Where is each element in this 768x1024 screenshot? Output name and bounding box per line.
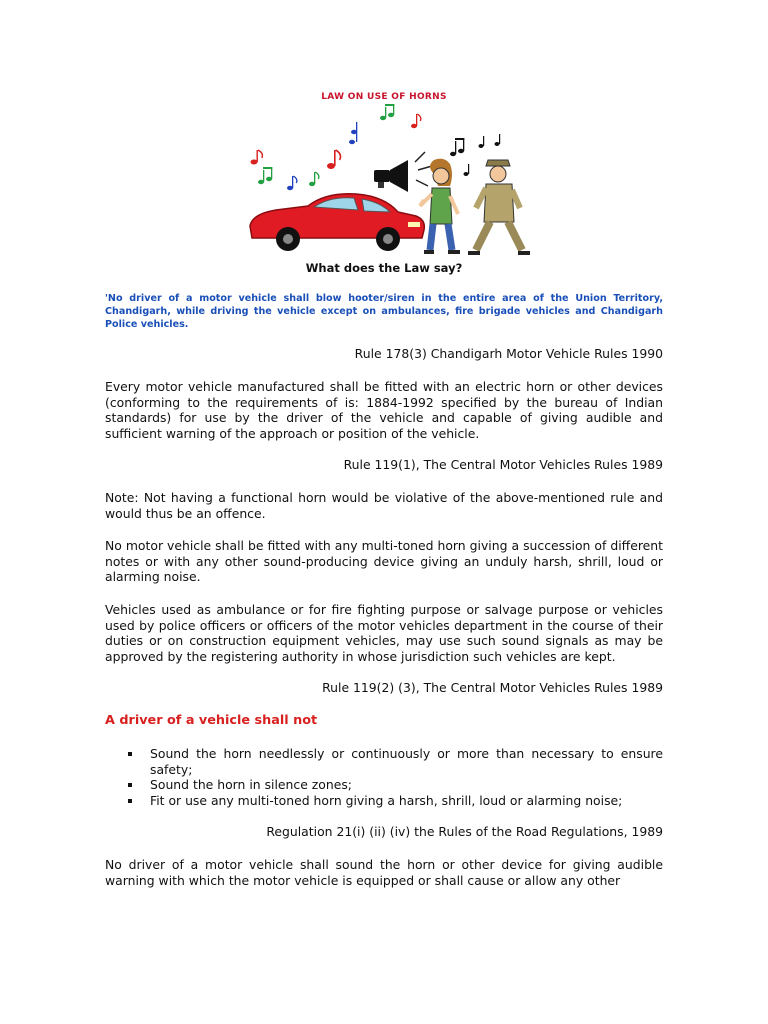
poster-subtitle: What does the Law say? <box>305 261 463 275</box>
music-note-icon <box>380 104 394 120</box>
policeman-figure <box>468 160 530 253</box>
music-note-icon <box>327 150 341 169</box>
paragraph: No driver of a motor vehicle shall sound the horn or other device for giving audible warning with which the motor vehicle is equipped or shall cause or allow any other <box>105 857 663 888</box>
section-heading: A driver of a vehicle shall not <box>105 713 318 728</box>
music-note-icon <box>309 172 319 186</box>
rule-citation: Rule 119(1), The Central Motor Vehicles Rules 1989 <box>343 457 663 472</box>
music-note-icon <box>349 122 357 144</box>
music-note-icon <box>411 114 421 128</box>
rule-citation: Rule 119(2) (3), The Central Motor Vehicles Rules 1989 <box>322 680 663 695</box>
quoted-rule-text: 'No driver of a motor vehicle shall blow hooter/siren in the entire area of the Union Territory, Chandigarh, while driving the vehicle except on ambulances, fire brigade vehicles and Chandigarh Police vehicles. <box>105 293 663 330</box>
horn-illustration <box>238 104 530 260</box>
paragraph: Note: Not having a functional horn would be violative of the above-mentioned rule and would thus be an offence. <box>105 490 663 521</box>
paragraph: No motor vehicle shall be fitted with any multi-toned horn giving a succession of different notes or with any other sound-producing device giving an unduly harsh, shrill, loud or alarming noise. <box>105 538 663 585</box>
list-item: Fit or use any multi-toned horn giving a harsh, shrill, loud or alarming noise; <box>105 793 663 809</box>
music-note-icon <box>258 167 272 184</box>
bullet-list <box>105 746 663 808</box>
paragraph: Every motor vehicle manufactured shall be fitted with an electric horn or other devices (conforming to the requirements of is: 1884-1992 specified by the bureau of Indian standards) for use by the driver of the vehicle and capable of giving audible and sufficient warning of the approach or position of the vehicle. <box>105 379 663 441</box>
music-note-icon <box>251 150 263 165</box>
music-note-icon <box>287 176 297 190</box>
car-illustration <box>250 194 424 251</box>
poster-title: LAW ON USE OF HORNS <box>321 92 447 102</box>
horn-icon <box>374 152 432 192</box>
list-item: Sound the horn in silence zones; <box>105 777 663 793</box>
rule-citation: Rule 178(3) Chandigarh Motor Vehicle Rules 1990 <box>354 346 663 361</box>
list-item: Sound the horn needlessly or continuously or more than necessary to ensure safety; <box>105 746 663 777</box>
woman-figure <box>420 159 460 252</box>
paragraph: Vehicles used as ambulance or for fire fighting purpose or salvage purpose or vehicles used by police officers or officers of the motor vehicles department in the course of their duties or on construction equipment vehicles, may use such sound signals as may be approved by the registering authority in whose jurisdiction such vehicles are kept. <box>105 602 663 664</box>
rule-citation: Regulation 21(i) (ii) (iv) the Rules of the Road Regulations, 1989 <box>266 824 663 839</box>
